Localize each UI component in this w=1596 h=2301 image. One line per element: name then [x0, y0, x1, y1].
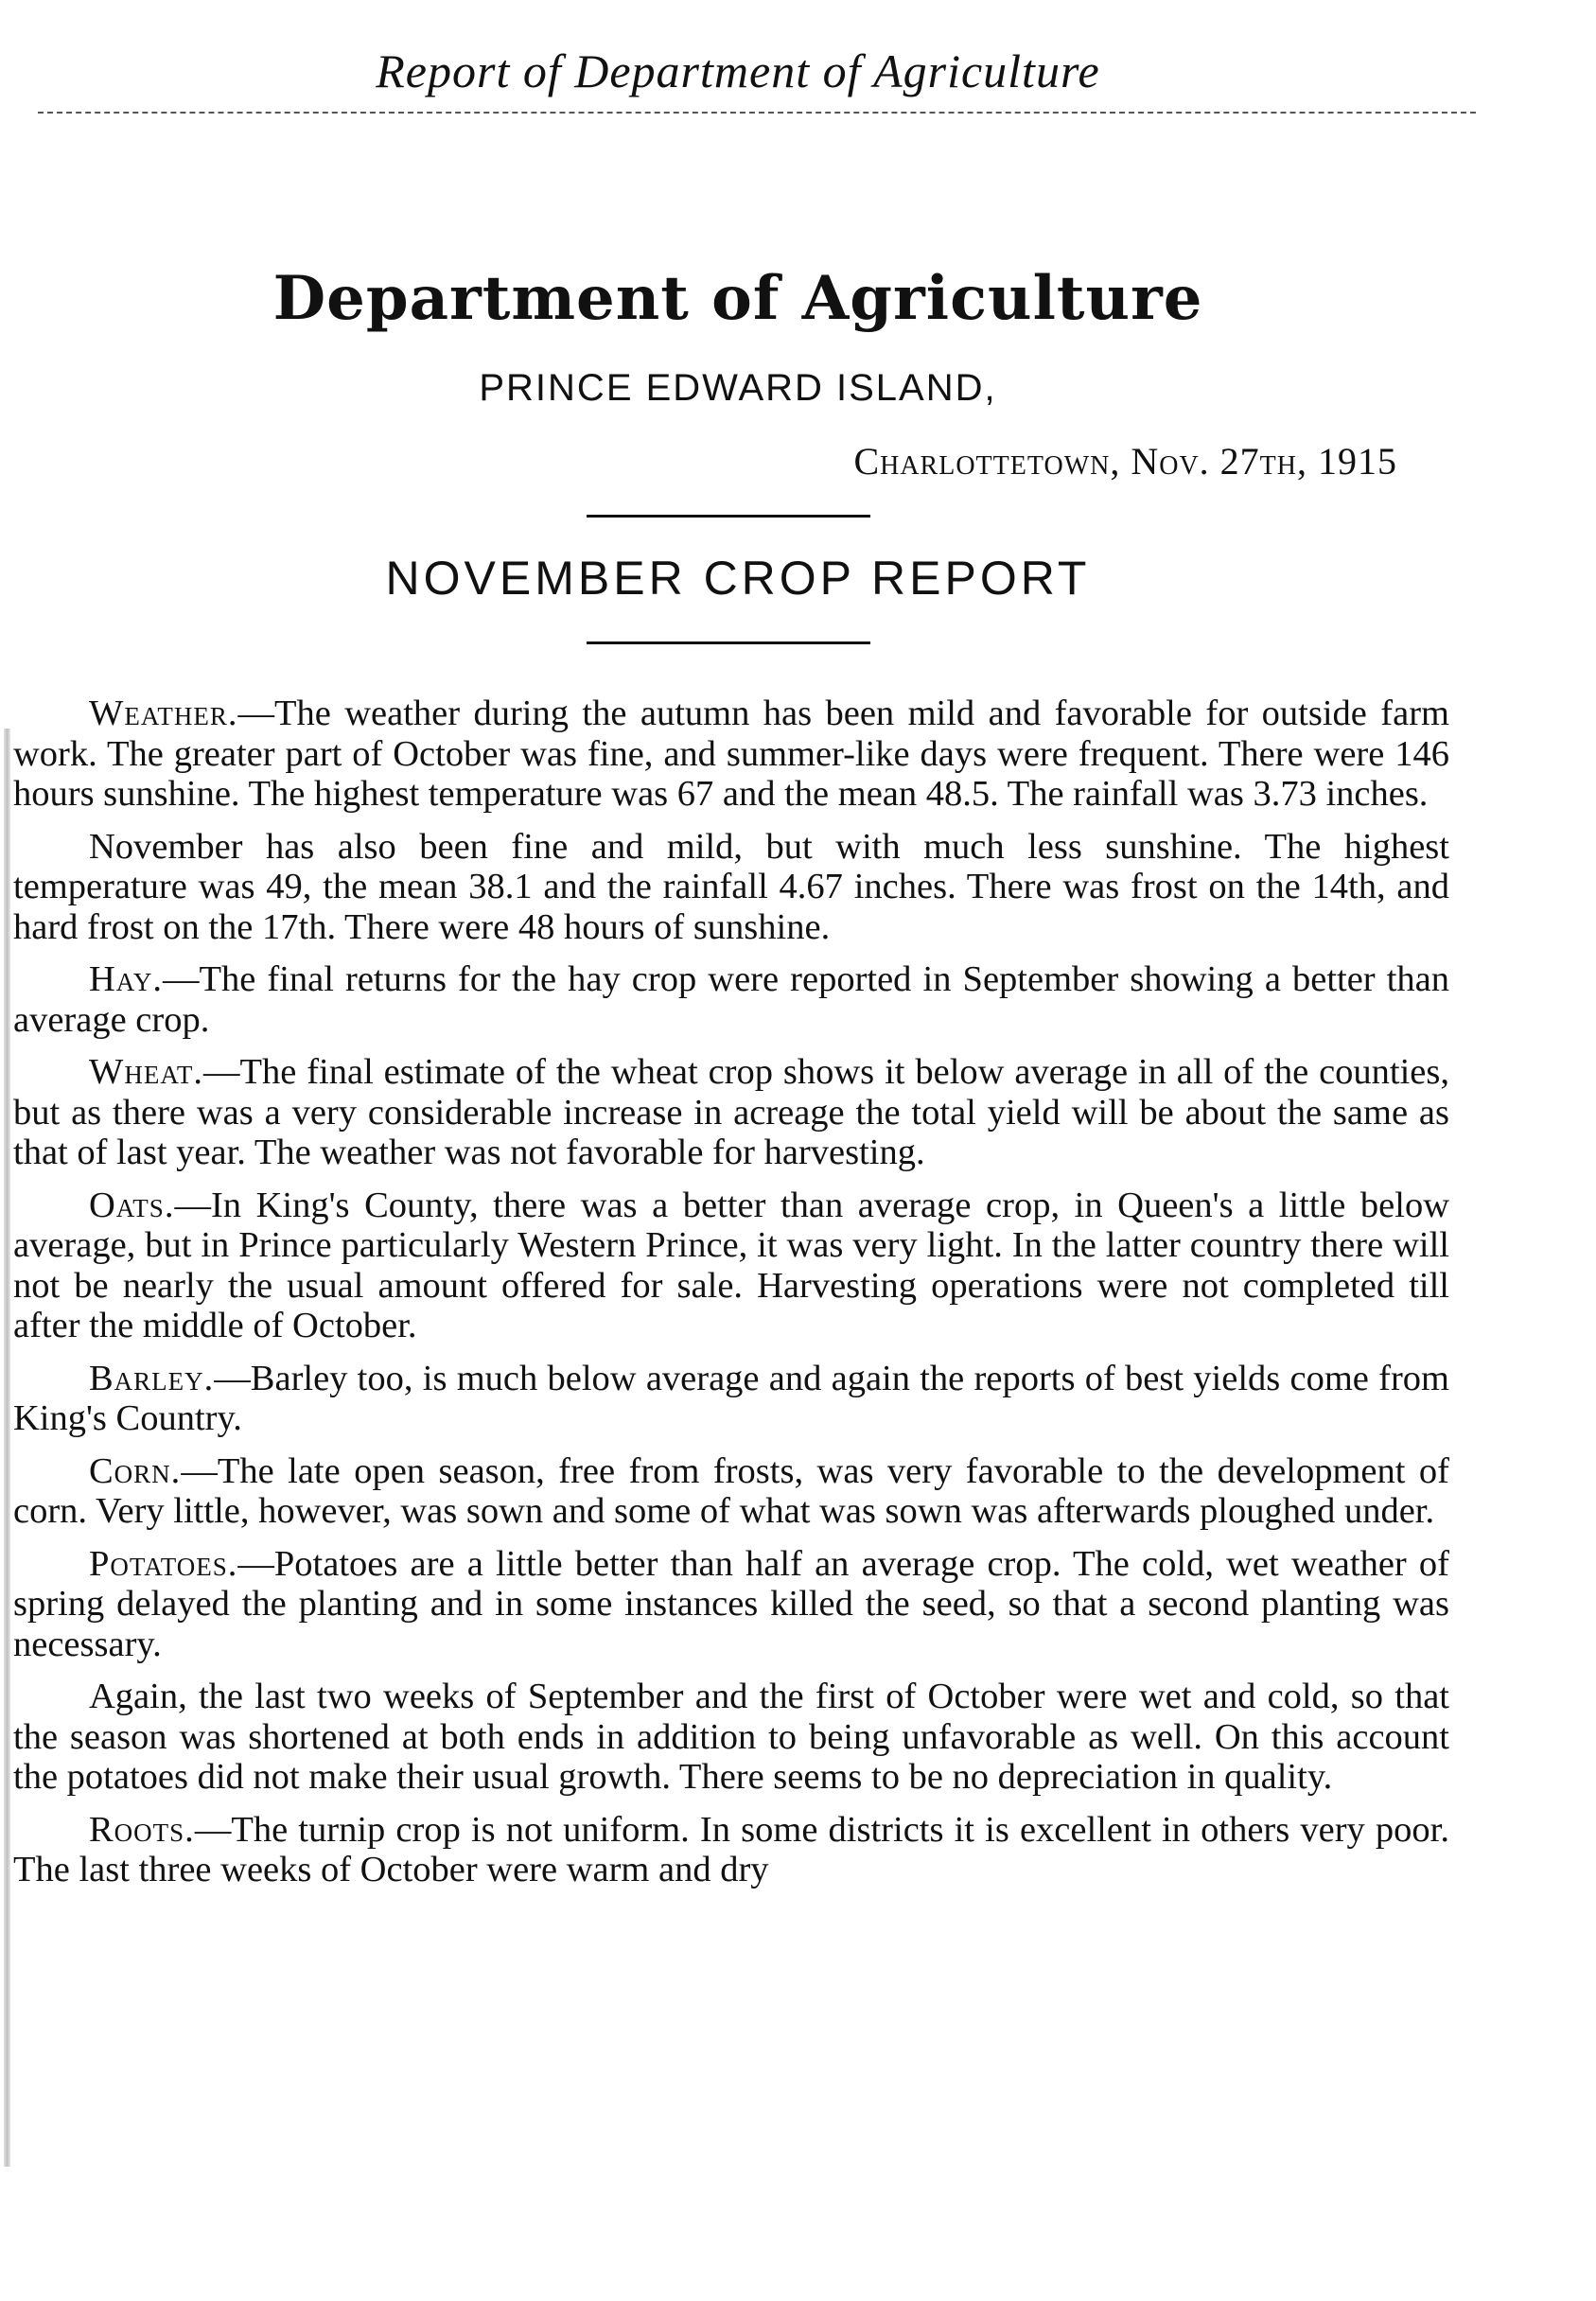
running-head: Report of Department of Agriculture [376, 44, 1100, 97]
paragraph-lead: Barley. [89, 1358, 215, 1398]
paragraph-text: —The final estimate of the wheat crop shows it below average in all of the counties, but as there was a very considerable increase in acreage the total yield will be about the same as that of last year. The weather was not favorable for harvesting. [13, 1052, 1449, 1172]
header-divider [38, 112, 1476, 114]
paragraph-potatoes-continued [13, 1677, 1449, 1798]
title-rule-bottom [587, 641, 870, 644]
department-title: Department of Agriculture [272, 263, 1203, 334]
paragraph-wheat [13, 1052, 1449, 1173]
paragraph-text: —The late open season, free from frosts, was very favorable to the development of corn. Very little, however, was sown and some of what was sown was afterwards ploughed under. [13, 1450, 1449, 1531]
paragraph-lead: Wheat. [89, 1052, 203, 1092]
paragraph-lead: Roots. [89, 1809, 195, 1850]
paragraph-lead: Corn. [89, 1450, 182, 1491]
paragraph-potatoes [13, 1544, 1449, 1665]
paragraph-text: —The final returns for the hay crop were reported in September showing a better than average crop. [13, 959, 1449, 1040]
paragraph-text: November has also been fine and mild, but with much less sunshine. The highest temperature was 49, the mean 38.1 and the rainfall 4.67 inches. There was frost on the 14th, and hard frost on the 17th. There were 48 hours of sunshine. [13, 826, 1449, 947]
paragraph-text: —The weather during the autumn has been mild and favorable for outside farm work. The greater part of October was fine, and summer-like days were frequent. There were 146 hours sunshine. The highest temperature was 67 and the mean 48.5. The rainfall was 3.73 inches. [13, 694, 1449, 814]
paragraph-lead: Potatoes. [89, 1543, 238, 1584]
paragraph-november [13, 827, 1449, 948]
dateline: Charlottetown, Nov. 27th, 1915 [853, 440, 1397, 483]
paragraph-hay [13, 959, 1449, 1040]
paragraph-text: —Barley too, is much below average and again the reports of best yields come from King's Country. [13, 1358, 1449, 1438]
paragraph-roots [13, 1810, 1449, 1890]
paragraph-barley [13, 1359, 1449, 1439]
province-line: PRINCE EDWARD ISLAND, [479, 367, 997, 409]
title-rule-top [587, 515, 870, 518]
paragraph-text: —The turnip crop is not uniform. In some districts it is excellent in others very poor. The last three weeks of October were warm and dry [13, 1809, 1449, 1889]
paragraph-weather [13, 694, 1449, 815]
paragraph-lead: Oats. [89, 1185, 175, 1225]
paragraph-corn [13, 1451, 1449, 1532]
report-body [13, 694, 1449, 1903]
binding-edge-shadow [4, 729, 10, 2167]
paragraph-lead: Weather. [89, 694, 238, 733]
paragraph-lead: Hay. [89, 959, 163, 999]
paragraph-text: —In King's County, there was a better than average crop, in Queen's a little below average, but in Prince particularly Western Prince, it was very light. In the latter country there will not be nearly the usual amount offered for sale. Harvesting operations were not completed till after the middle of October. [13, 1185, 1449, 1345]
paragraph-oats [13, 1186, 1449, 1346]
paragraph-text: —Potatoes are a little better than half an average crop. The cold, wet weather of spring delayed the planting and in some instances killed the seed, so that a second planting was necessary. [13, 1543, 1449, 1664]
report-title: NOVEMBER CROP REPORT [385, 552, 1091, 605]
paragraph-text: Again, the last two weeks of September and the first of October were wet and cold, so that the season was shortened at both ends in addition to being unfavorable as well. On this account the potatoes did not make their usual growth. There seems to be no depreciation in quality. [13, 1677, 1449, 1797]
